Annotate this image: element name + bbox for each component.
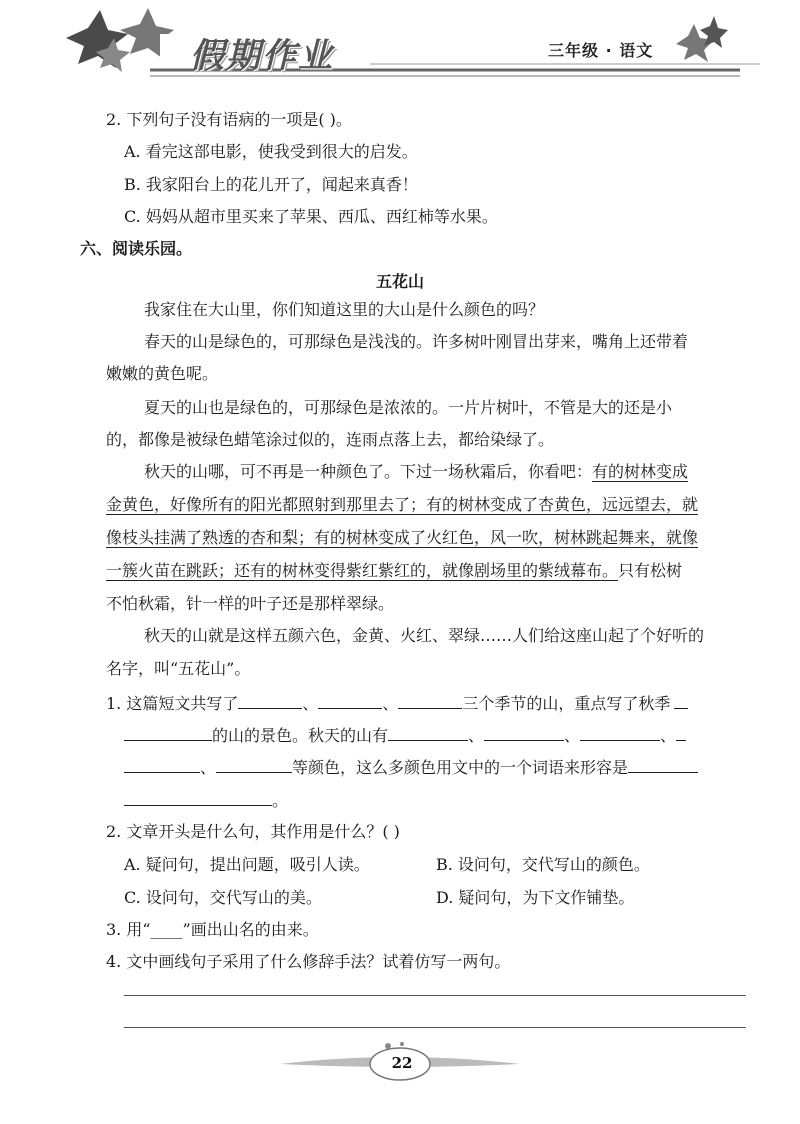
underlined-sentence: 金黄色，好像所有的阳光都照射到那里去了；有的树林变成了杏黄色，远远望去，就 <box>106 495 699 514</box>
article-p2-line2: 嫩嫩的黄色呢。 <box>106 364 219 383</box>
answer-blank[interactable] <box>398 692 462 709</box>
answer-blank[interactable] <box>484 724 564 741</box>
separator: 、 <box>302 694 319 713</box>
q2b-option-d: D. 疑问句，为下文作铺垫。 <box>436 888 635 907</box>
article-p4-plain: 秋天的山哪，可不再是一种颜色了。下过一场秋霜后，你看吧： <box>144 462 593 481</box>
article-p1: 我家住在大山里，你们知道这里的大山是什么颜色的吗？ <box>144 300 545 319</box>
article-p4-line5: 不怕秋霜，针一样的叶子还是那样翠绿。 <box>106 594 395 613</box>
answer-blank[interactable] <box>124 756 200 773</box>
q2b-option-c: C. 设问句，交代写山的美。 <box>124 888 322 907</box>
article-p2-line1: 春天的山是绿色的，可那绿色是浅浅的。许多树叶刚冒出芽来，嘴角上还带着 <box>144 332 689 351</box>
q4: 4. 文中画线句子采用了什么修辞手法？试着仿写一两句。 <box>106 952 511 971</box>
q1-text: 等颜色，这么多颜色用文中的一个词语来形容是 <box>292 758 629 777</box>
q2b-stem: 2. 文章开头是什么句，其作用是什么？( ) <box>106 822 400 841</box>
underlined-sentence: 像枝头挂满了熟透的杏和梨；有的树林变成了火红色，风一吹，树林跳起舞来，就像 <box>106 528 699 547</box>
q2-option-a: A. 看完这部电影，使我受到很大的启发。 <box>124 142 418 161</box>
q2-stem: 2. 下列句子没有语病的一项是( )。 <box>106 110 352 129</box>
q1-line3 <box>124 756 698 778</box>
answer-blank[interactable] <box>216 756 292 773</box>
underlined-sentence: 一簇火苗在跳跃；还有的树林变得紫红紫红的，就像剧场里的紫绒幕布。 <box>106 561 619 580</box>
q2-option-b: B. 我家阳台上的花儿开了，闻起来真香！ <box>124 175 418 194</box>
answer-blank[interactable] <box>124 789 272 806</box>
grade-subject: 三年级 · 语文 <box>548 41 654 60</box>
q1-text: 1. 这篇短文共写了 <box>106 694 239 713</box>
q1-line1 <box>106 692 688 714</box>
article-p5-line1: 秋天的山就是这样五颜六色，金黄、火红、翠绿……人们给这座山起了个好听的 <box>144 626 705 645</box>
answer-blank[interactable] <box>676 724 686 741</box>
page-header <box>0 0 800 92</box>
answer-blank[interactable] <box>124 724 212 741</box>
answer-blank[interactable] <box>318 692 382 709</box>
article-p3-line2: 的，都像是被绿色蜡笔涂过似的，连雨点落上去，都给染绿了。 <box>106 430 555 449</box>
article-p4-line3 <box>106 528 698 548</box>
separator: 、 <box>200 758 217 777</box>
separator: 、 <box>382 694 399 713</box>
q2b-option-a: A. 疑问句，提出问题，吸引人读。 <box>124 855 370 874</box>
page-number: 22 <box>391 1054 413 1072</box>
q2b-option-b: B. 设问句，交代写山的颜色。 <box>436 855 650 874</box>
q1-line4 <box>124 789 288 811</box>
separator: 、 <box>468 726 485 745</box>
separator: 、 <box>660 726 677 745</box>
q3: 3. 用“____”画出山名的由来。 <box>106 920 319 939</box>
section-heading: 六、阅读乐园。 <box>80 239 193 258</box>
brand-title: 假期作业 <box>190 36 334 76</box>
article-title: 五花山 <box>375 272 424 291</box>
answer-blank[interactable] <box>238 692 302 709</box>
answer-blank[interactable] <box>674 692 688 709</box>
header-decoration <box>0 0 800 92</box>
answer-line[interactable] <box>124 1027 746 1028</box>
answer-line[interactable] <box>124 995 746 996</box>
separator: 、 <box>564 726 581 745</box>
article-p4-line4 <box>106 561 682 581</box>
answer-blank[interactable] <box>628 756 698 773</box>
underlined-sentence: 有的树林变成 <box>592 462 689 481</box>
q1-text: 三个季节的山，重点写了秋季 <box>462 694 671 713</box>
q1-line2 <box>124 724 686 746</box>
article-p4-line1 <box>144 462 688 482</box>
article-p3-line1: 夏天的山也是绿色的，可那绿色是浓浓的。一片片树叶，不管是大的还是小 <box>144 398 673 417</box>
q1-text: 的山的景色。秋天的山有 <box>212 726 389 745</box>
answer-blank[interactable] <box>388 724 468 741</box>
article-p5-line2: 名字，叫“五花山”。 <box>106 659 251 678</box>
article-p4-tail: 只有松树 <box>618 561 683 580</box>
article-p4-line2 <box>106 495 698 515</box>
q1-text: 。 <box>272 791 289 810</box>
q2-option-c: C. 妈妈从超市里买来了苹果、西瓜、西红柿等水果。 <box>124 207 498 226</box>
answer-blank[interactable] <box>580 724 660 741</box>
